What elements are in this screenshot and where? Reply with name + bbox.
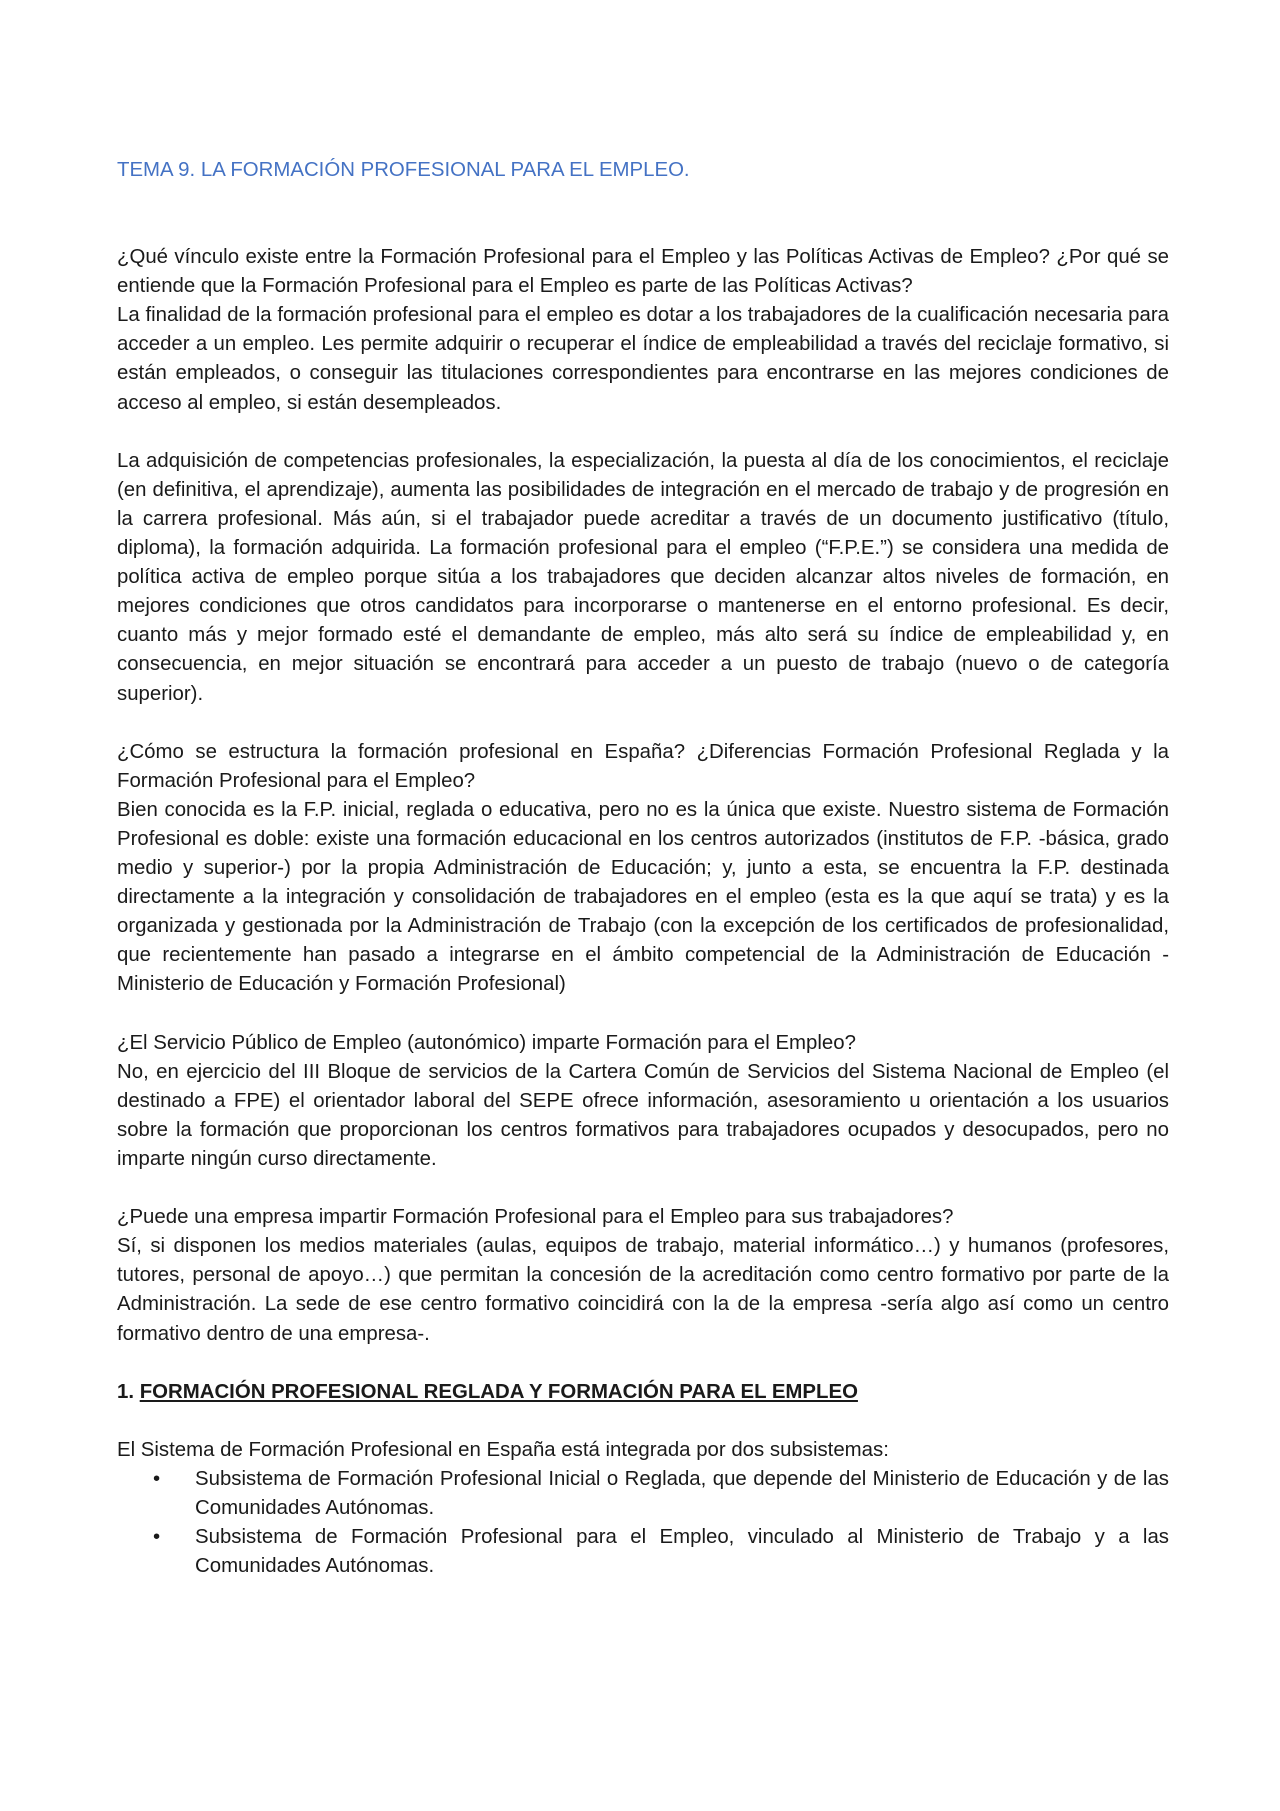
bullet-item-text: Subsistema de Formación Profesional para el Empleo, vinculado al Ministerio de Trabajo y a las Comunidades Autónomas. — [195, 1526, 1169, 1578]
qa-block-vinculo — [117, 243, 1169, 418]
answer-text: No, en ejercicio del III Bloque de servicios de la Cartera Común de Servicios del Sistema Nacional de Empleo (el destinado a FPE) el orientador laboral del SEPE ofrece información, asesoramiento u orientación a los usuarios sobre la formación que proporcionan los centros formativos para trabajadores ocupados y desocupados, pero no imparte ningún curso directamente. — [117, 1060, 1169, 1170]
bullet-icon: • — [153, 1468, 161, 1491]
document-title: TEMA 9. LA FORMACIÓN PROFESIONAL PARA EL EMPLEO. — [117, 159, 690, 181]
question-text: ¿Cómo se estructura la formación profesional en España? ¿Diferencias Formación Profesional Reglada y la Formación Profesional para el Empleo? — [117, 740, 1169, 792]
bullet-list — [117, 1465, 1169, 1581]
paragraph-block-competencias — [117, 447, 1169, 709]
question-text: ¿Qué vínculo existe entre la Formación Profesional para el Empleo y las Políticas Activas de Empleo? ¿Por qué se entiende que la Formación Profesional para el Empleo es parte de las Políticas Activas? — [117, 246, 1169, 298]
bullet-item-text: Subsistema de Formación Profesional Inicial o Reglada, que depende del Ministerio de Educación y de las Comunidades Autónomas. — [195, 1468, 1169, 1520]
bullet-icon: • — [153, 1526, 161, 1549]
qa-block-servicio-publico — [117, 1029, 1169, 1174]
answer-text: Bien conocida es la F.P. inicial, reglada o educativa, pero no es la única que existe. Nuestro sistema de Formación Profesional es doble: existe una formación educacional en los centros autorizados (institutos de F.P. -básica, grado medio y superior-) por la propia Administración de Educación; y, junto a esta, se encuentra la F.P. destinada directamente a la integración y consolidación de trabajadores en el empleo (esta es la que aquí se trata) y es la organizada y gestionada por la Administración de Trabajo (con la excepción de los certificados de profesionalidad, que recientemente han pasado a integrarse en el ámbito competencial de la Administración de Educación -Ministerio de Educación y Formación Profesional) — [117, 798, 1169, 996]
qa-block-estructura — [117, 738, 1169, 1000]
section-body — [117, 1436, 1169, 1581]
bullet-item — [117, 1523, 1169, 1581]
answer-text: Sí, si disponen los medios materiales (aulas, equipos de trabajo, material informático…) y humanos (profesores, tutores, personal de apoyo…) que permitan la concesión de la acreditación como centro formativo por parte de la Administración. La sede de ese centro formativo coincidirá con la de la empresa -sería algo así como un centro formativo dentro de una empresa-. — [117, 1235, 1169, 1345]
qa-block-empresa — [117, 1203, 1169, 1348]
question-text: ¿El Servicio Público de Empleo (autonómico) imparte Formación para el Empleo? — [117, 1031, 856, 1054]
section-heading — [117, 1378, 1169, 1407]
section-heading-label: FORMACIÓN PROFESIONAL REGLADA Y FORMACIÓN PARA EL EMPLEO — [139, 1380, 858, 1403]
paragraph-text: La adquisición de competencias profesionales, la especialización, la puesta al día de los conocimientos, el reciclaje (en definitiva, el aprendizaje), aumenta las posibilidades de integración en el mercado de trabajo y de progresión en la carrera profesional. Más aún, si el trabajador puede acreditar a través de un documento justificativo (título, diploma), la formación adquirida. La formación profesional para el empleo (“F.P.E.”) se considera una medida de política activa de empleo porque sitúa a los trabajadores que deciden alcanzar altos niveles de formación, en mejores condiciones que otros candidatos para incorporarse o mantenerse en el entorno profesional. Es decir, cuanto más y mejor formado esté el demandante de empleo, más alto será su índice de empleabilidad y, en consecuencia, en mejor situación se encontrará para acceder a un puesto de trabajo (nuevo o de categoría superior). — [117, 449, 1169, 705]
document-page — [117, 156, 1169, 1611]
answer-text: La finalidad de la formación profesional para el empleo es dotar a los trabajadores de la cualificación necesaria para acceder a un empleo. Les permite adquirir o recuperar el índice de empleabilidad a través del reciclaje formativo, si están empleados, o conseguir las titulaciones correspondientes para encontrarse en las mejores condiciones de acceso al empleo, si están desempleados. — [117, 304, 1169, 414]
section-intro: El Sistema de Formación Profesional en España está integrada por dos subsistemas: — [117, 1438, 889, 1461]
question-text: ¿Puede una empresa impartir Formación Profesional para el Empleo para sus trabajadores? — [117, 1206, 954, 1229]
section-number: 1. — [117, 1380, 135, 1403]
bullet-item — [117, 1465, 1169, 1523]
